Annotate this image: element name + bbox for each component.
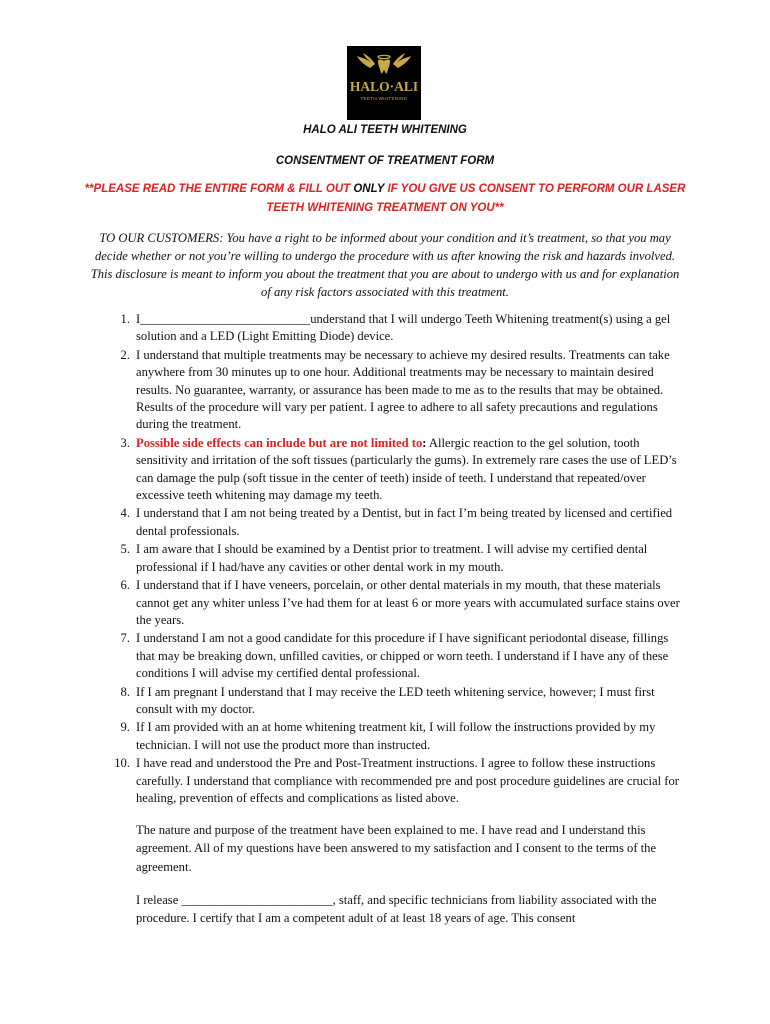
logo-sub-text: TEETH WHITENING xyxy=(360,96,408,101)
list-item: 3. Possible side effects can include but are not limited to: Allergic reaction to the gel solution, tooth sensitivity and irritation of the soft tissues (particularly the gums). In extremely rare cases the use of LED’s can damage the pulp (soft tissue in the center of teeth) inside of teeth. I understand that repeated/over excessive teeth whitening may damage my teeth. xyxy=(120,435,677,503)
form-subtitle: CONSENTMENT OF TREATMENT FORM xyxy=(275,155,495,167)
list-item: 8. If I am pregnant I understand that I may receive the LED teeth whitening service, however; I must first consult with my doctor. xyxy=(120,684,655,716)
list-item: 5. I am aware that I should be examined by a Dentist prior to treatment. I will advise my certified dental professional if I had/have any cavities or other dental work in my mouth. xyxy=(120,542,648,574)
intro-paragraph: TO OUR CUSTOMERS: You have a right to be informed about your condition and it’s treatment, so that you may decide whether or not you’re willing to undergo the procedure with us after knowing the risk and hazards involved. This disclosure is meant to inform you about the treatment that you are about to undergo with us and for explanation of any risk factors associated with this treatment. xyxy=(90,231,680,299)
side-effects-lead: Possible side effects can include but are not limited to xyxy=(136,435,423,450)
consent-notice xyxy=(80,180,690,218)
list-item: 10. I have read and understood the Pre and Post-Treatment instructions. I agree to follow these instructions carefully. I understand that compliance with recommended pre and post procedure guidelines are crucial for healing, prevention of effects and complications as listed above. xyxy=(114,756,679,805)
list-item: 9. If I am provided with an at home whitening treatment kit, I will follow the instructions provided by my technician. I will not use the product more than instructed. xyxy=(120,720,656,752)
list-item: 6. I understand that if I have veneers, porcelain, or other dental materials in my mouth, that these materials cannot get any whiter unless I’ve had them for at least 6 or more years with accumulated surface stains over the years. xyxy=(120,578,680,627)
page-title: HALO ALI TEETH WHITENING xyxy=(303,124,467,136)
consent-items-list xyxy=(114,311,684,808)
list-item: 2. I understand that multiple treatments may be necessary to achieve my desired results. Treatments can take anywhere from 30 minutes up to one hour. Additional treatments may be necessary to maintain desired results. No guarantee, warranty, or assurance has been made to me as to the results that may be obtained. Results of the procedure will vary per patient. I agree to adhere to all safety precautions and regulations during the treatment. xyxy=(120,347,670,432)
list-item: 4. I understand that I am not being treated by a Dentist, but in fact I’m being treated by licensed and certified dental professionals. xyxy=(120,506,673,538)
notice-only: ONLY xyxy=(353,183,385,195)
nature-paragraph: The nature and purpose of the treatment have been explained to me. I have read and I understand this agreement. All of my questions have been answered to my satisfaction and I consent to the terms of the agreement. xyxy=(136,823,657,874)
list-item: 1. I___________________________understand that I will undergo Teeth Whitening treatment(s) using a gel solution and a LED (Light Emitting Diode) device. xyxy=(120,312,671,344)
notice-part1: **PLEASE READ THE ENTIRE FORM & FILL OUT xyxy=(84,183,354,195)
release-paragraph: I release ________________________, staff, and specific technicians from liability associated with the procedure. I certify that I am a competent adult of at least 18 years of age. This consent xyxy=(136,893,657,926)
brand-logo xyxy=(347,46,421,120)
list-item: 7. I understand I am not a good candidate for this procedure if I have significant periodontal disease, fillings that may be breaking down, unfilled cavities, or chipped or worn teeth. I understand if I have any of these conditions I will advise my certified dental professional. xyxy=(120,631,669,681)
notice-part3: IF YOU GIVE US CONSENT TO PERFORM OUR LASER TEETH WHITENING TREATMENT ON YOU** xyxy=(266,183,686,214)
logo-brand-text: HALO·ALI xyxy=(349,79,419,94)
